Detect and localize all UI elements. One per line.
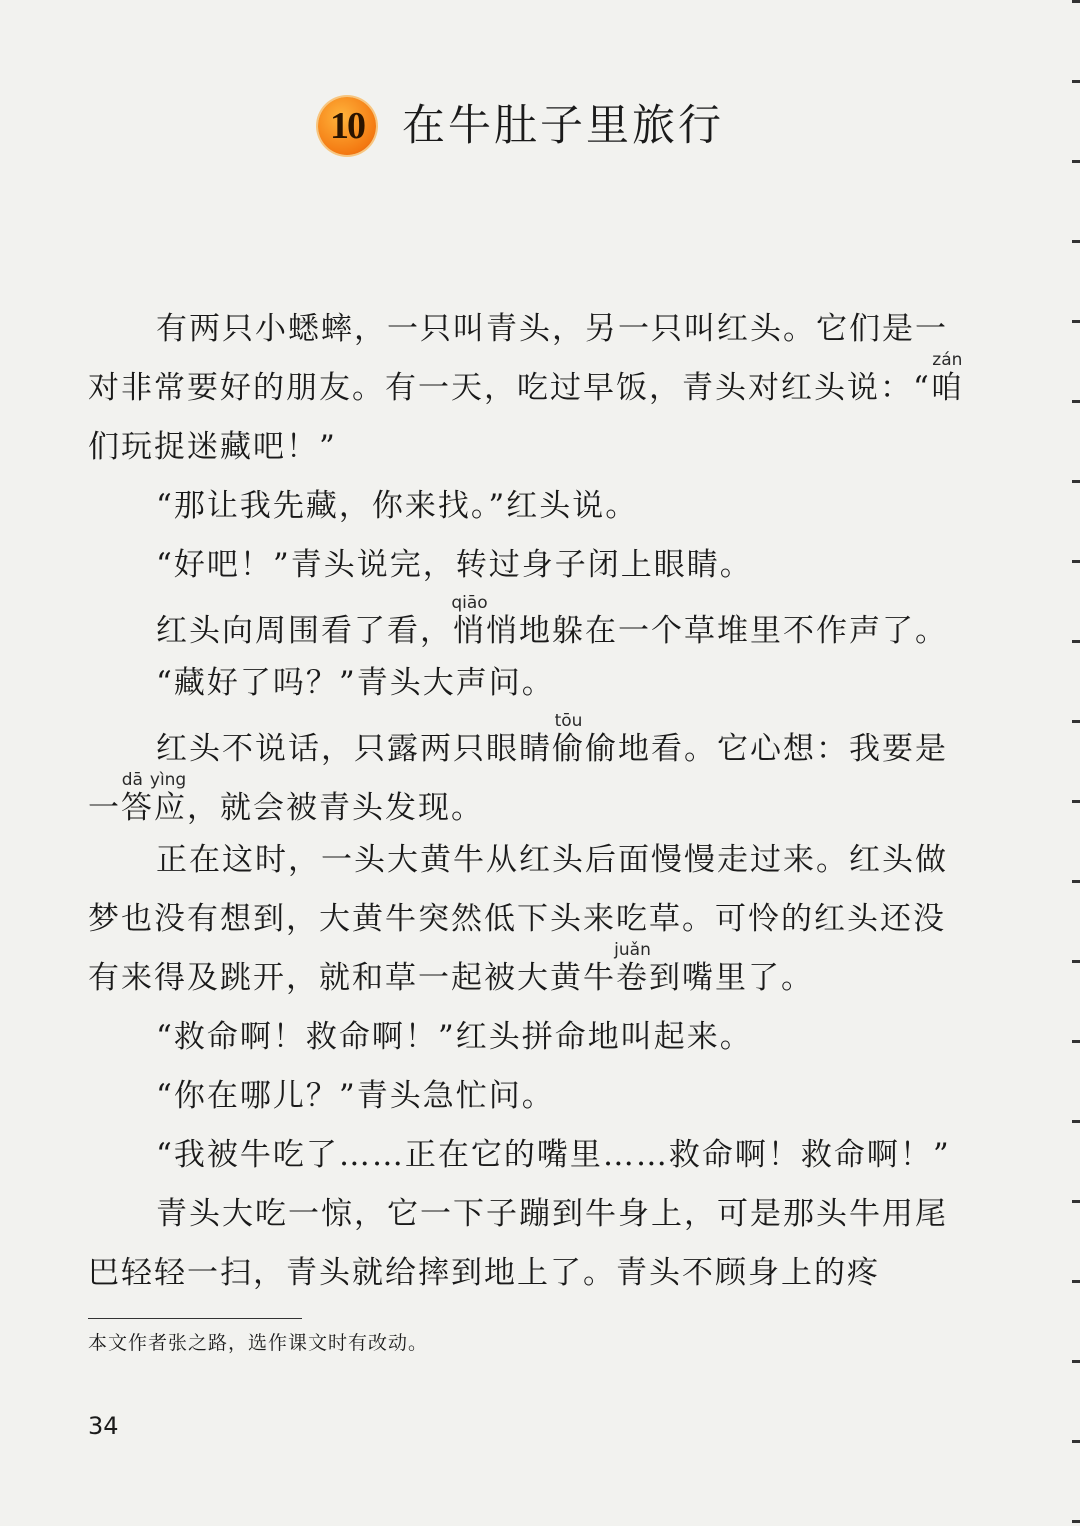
paragraph: 正在这时，一头大黄牛从红头后面慢慢走过来。红头做梦也没有想到，大黄牛突然低下头来吃草。可怜的红头还没有来得及跳开，就和草一起被大黄牛卷juǎn到嘴里了。 <box>88 842 948 996</box>
lesson-title <box>0 95 1080 159</box>
paragraph: 有两只小蟋蟀，一只叫青头，另一只叫红头。它们是一对非常要好的朋友。有一天，吃过早饭，青头对红头说：“咱zán们玩捉迷藏吧！” <box>88 311 964 465</box>
paragraph: “那让我先藏，你来找。”红头说。 <box>156 488 639 524</box>
pinyin-annotated-word: 咱zán <box>930 350 964 406</box>
pinyin: qiāo <box>451 593 488 613</box>
paragraph: 红头向周围看了看，悄qiāo悄地躲在一个草堆里不作声了。 <box>156 593 948 649</box>
paragraph: “好吧！”青头说完，转过身子闭上眼睛。 <box>156 547 753 583</box>
pinyin-annotated-word: 答应dā yìng <box>121 770 187 826</box>
lesson-number: 10 <box>330 105 364 147</box>
pinyin: juǎn <box>614 940 651 960</box>
pinyin: tōu <box>552 711 585 731</box>
paragraph: 青头大吃一惊，它一下子蹦到牛身上，可是那头牛用尾巴轻轻一扫，青头就给摔到地上了。青头不顾身上的疼 <box>88 1196 948 1291</box>
lesson-number-badge <box>318 97 376 155</box>
pinyin: dā yìng <box>121 770 187 790</box>
pinyin: zán <box>930 350 964 370</box>
lesson-title-text: 在牛肚子里旅行 <box>402 101 724 151</box>
paragraph: “你在哪儿？”青头急忙问。 <box>156 1078 555 1114</box>
footnote: 本文作者张之路，选作课文时有改动。 <box>88 1332 429 1354</box>
footnote-divider <box>88 1318 302 1319</box>
paragraph: 红头不说话，只露两只眼睛偷tōu偷地看。它心想：我要是一答应dā yìng，就会被青头发现。 <box>88 711 948 826</box>
paragraph: “藏好了吗？”青头大声问。 <box>156 665 555 701</box>
page-edge-binding <box>1072 0 1080 1526</box>
pinyin-annotated-word: 悄qiāo <box>451 593 488 649</box>
paragraph: “救命啊！救命啊！”红头拼命地叫起来。 <box>156 1019 753 1055</box>
paragraph: “我被牛吃了……正在它的嘴里……救命啊！救命啊！” <box>156 1137 951 1173</box>
page-number: 34 <box>88 1412 119 1440</box>
pinyin-annotated-word: 卷juǎn <box>614 940 651 996</box>
pinyin-annotated-word: 偷tōu <box>552 711 585 767</box>
